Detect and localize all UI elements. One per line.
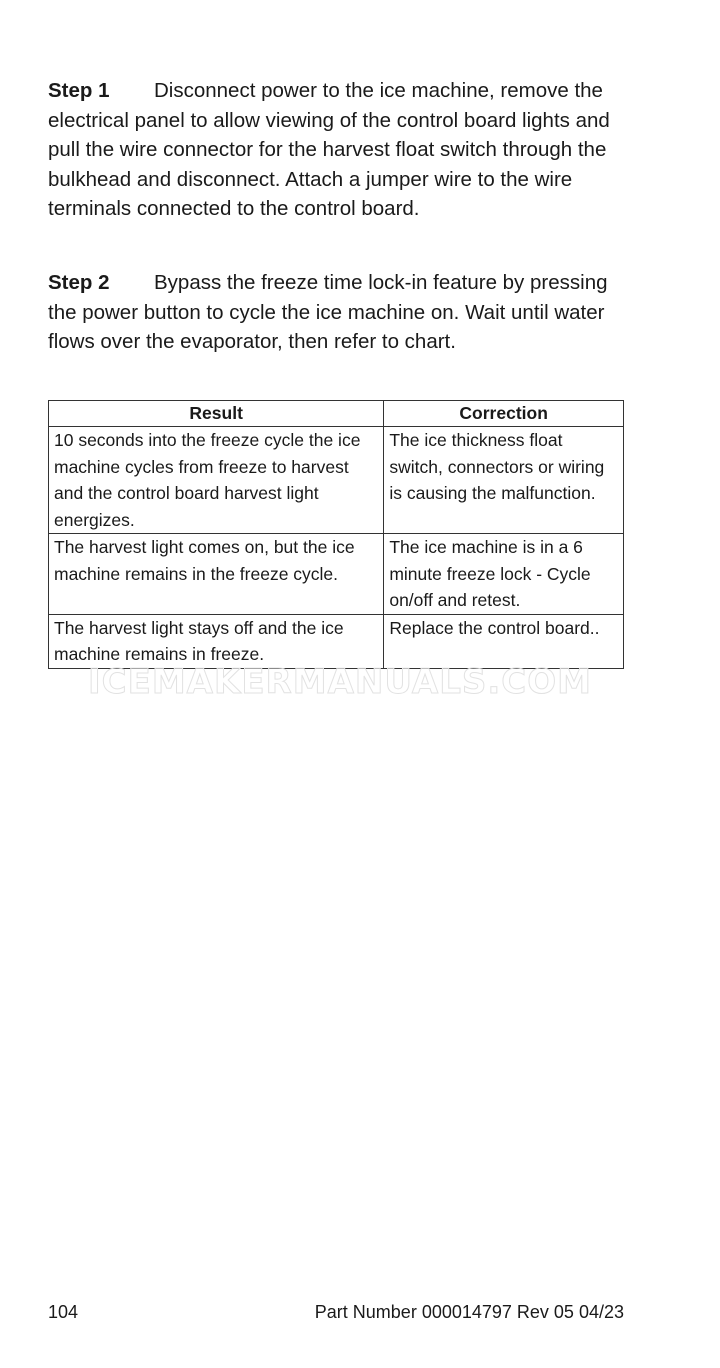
table-row	[49, 614, 624, 668]
result-cell: The harvest light comes on, but the ice machine remains in the freeze cycle.	[49, 534, 384, 615]
result-correction-table	[48, 400, 624, 669]
page-number: 104	[48, 1302, 79, 1322]
result-column-header: Result	[49, 401, 384, 427]
result-cell: The harvest light stays off and the ice machine remains in freeze.	[49, 614, 384, 668]
table-row	[49, 534, 624, 615]
step-2-paragraph	[48, 268, 628, 357]
step-2-text: Bypass the freeze time lock-in feature by pressing the power button to cycle the ice machine on. Wait until water flows over the evaporator, then refer to chart.	[48, 271, 608, 353]
correction-cell: Replace the control board..	[384, 614, 624, 668]
correction-cell: The ice thickness float switch, connectors or wiring is causing the malfunction.	[384, 427, 624, 534]
correction-cell: The ice machine is in a 6 minute freeze lock - Cycle on/off and retest.	[384, 534, 624, 615]
table-header-row	[49, 401, 624, 427]
step-1-text: Disconnect power to the ice machine, remove the electrical panel to allow viewing of the control board lights and pull the wire connector for the harvest float switch through the bulkhead and disconnect. Attach a jumper wire to the wire terminals connected to the control board.	[48, 79, 610, 220]
step-2-label: Step 2	[48, 271, 110, 294]
part-number: Part Number 000014797 Rev 05 04/23	[314, 1302, 624, 1322]
table-row	[49, 427, 624, 534]
result-cell: 10 seconds into the freeze cycle the ice machine cycles from freeze to harvest and the control board harvest light energizes.	[49, 427, 384, 534]
watermark: ICEMAKERMANUALS.COM	[88, 662, 592, 702]
step-1-label: Step 1	[48, 79, 110, 102]
step-1-paragraph	[48, 76, 628, 224]
correction-column-header: Correction	[384, 401, 624, 427]
